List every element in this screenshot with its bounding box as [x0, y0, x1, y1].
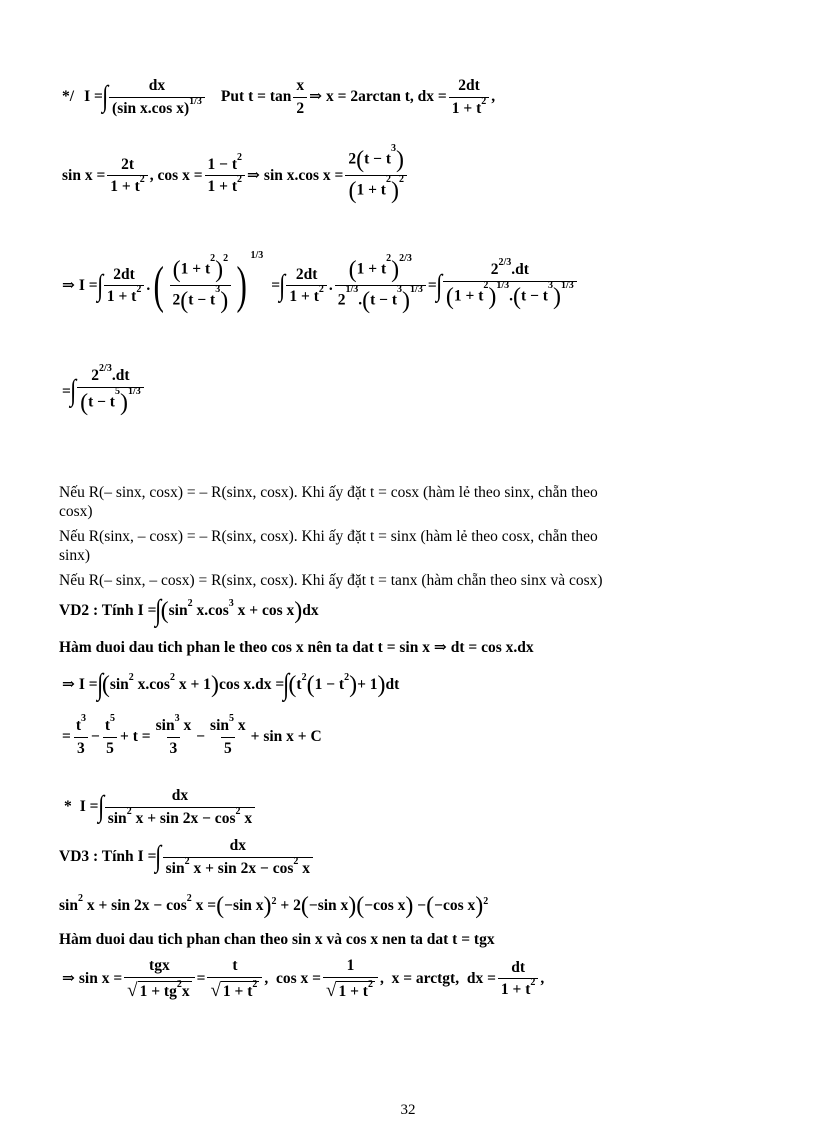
- rule-odd-in-sin-line1: Nếu R(– sinx, cosx) = – R(sinx, cosx). Khi ấy đặt t = cosx (hàm lẻ theo sinx, chẵn theo: [59, 484, 598, 501]
- page-number: 32: [400, 1102, 416, 1118]
- formula-i-final: = ∫ $\frac{2^{2/3}.dt}{(t - t^5)^{1/3}}$: [62, 368, 146, 415]
- vd3-explanation: Hàm duoi dau tich phan chan theo sin x và cos x nen ta dat t = tgx: [59, 931, 495, 948]
- vd3-label: VD3 : Tính: [59, 848, 134, 866]
- vd3-statement: VD3 : Tính I = ∫ $\frac{dx}{\sin^2 x + \sin 2x - \cos^2 x}$: [59, 838, 315, 876]
- rule-odd-in-cos-line1: Nếu R(sinx, – cosx) = – R(sinx, cosx). Khi ấy đặt t = sinx (hàm lẻ theo cosx, chẵn theo: [59, 528, 598, 545]
- vd3-identity: $\sin^2 x + \sin 2x - \cos^2 x$ = ( −sin x ) $^2$ + 2 ( −sin x ) ( −cos x ) − ( −cos x ) $^2$: [59, 893, 489, 919]
- vd2-statement: VD2 : Tính I = ∫ ( $\sin^2 x.\cos^3$ x + cos x ) dx: [59, 594, 319, 627]
- vd2-substitution: ⇒ I = ∫ ( $\sin^2 x.\cos^2$ x + 1 ) cos x.dx = ∫ ( $t^2$ ( $1 - t^2$ ) + 1 ) dt: [62, 668, 400, 701]
- formula-sin-cos-in-t: sin x = $\frac{2t}{1 + t^2}$ , cos x = $\frac{1 - t^2}{1 + t^2}$ ⇒ sin x.cos x = $\frac{2(t - t^3)}{(1 + t^2)^2}$: [62, 148, 409, 203]
- vd2-result: = $\frac{t^3}{3}$ − $\frac{t^5}{5}$ + t = $\frac{\sin^3 x}{3}$ − $\frac{\sin^5 x}{5}$ + sin x + C: [62, 713, 322, 757]
- section-marker: */: [62, 88, 75, 106]
- vd3-substitution: ⇒ sin x = tgx √ $1 + tg^2x$ = t √ $1 + t^2$ , cos x = 1 √ $1 + t^2$ , x = arctgt, dx = $\frac{dt}{1 + t^2}$ ,: [62, 957, 545, 1001]
- formula-integral-denominator: * I = ∫ $\frac{dx}{\sin^2 x + \sin 2x - \cos^2 x}$: [64, 788, 257, 826]
- put-label: Put: [220, 88, 245, 106]
- rule-even: Nếu R(– sinx, – cosx) = R(sinx, cosx). Khi ấy đặt t = tanx (hàm chẵn theo sinx và cosx): [59, 572, 603, 589]
- section-marker-2: *: [64, 798, 72, 816]
- vd2-explanation: Hàm duoi dau tich phan le theo cos x nên ta dat t = sin x ⇒ dt = cos x.dx: [59, 639, 534, 656]
- rule-odd-in-cos-line2: sinx): [59, 547, 90, 564]
- rule-odd-in-sin-line2: cosx): [59, 503, 93, 520]
- formula-i-transformed: ⇒ I = ∫ $\frac{2dt}{1 + t^2}$ . ( $\frac{(1 + t^2)^2}{2(t - t^3)}$ ) $^{1/3}$ = ∫ $\frac{2dt}{1 + t^2}$ . $\frac{(1 + t^2)^{2/3}}{2^{1/3}.(t - t^3)^{1/3}}$ = ∫ $\frac{2^{2/3}.dt}{(1 + t^2)^{1/3}.(t - t^3)^{1/3}}$: [62, 258, 579, 313]
- formula-substitution-tan: */ I = ∫ $\frac{dx}{(\sin x.\cos x)^{1/3}}$ Put t = tan $\frac{x}{2}$ ⇒ x = 2arctan t, dx = $\frac{2dt}{1 + t^2}$ ,: [62, 77, 496, 117]
- vd2-label: VD2 : Tính: [59, 602, 134, 620]
